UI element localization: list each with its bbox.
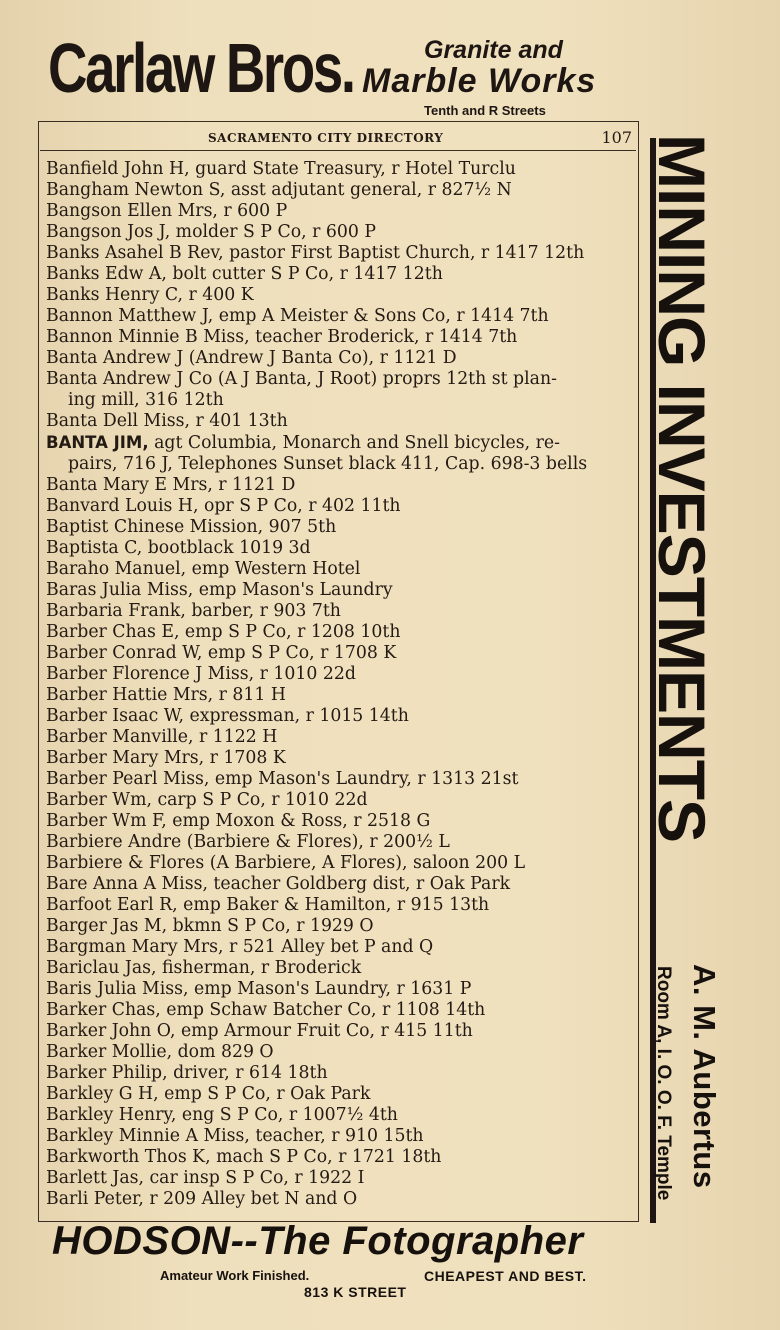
directory-entry: Bangham Newton S, asst adjutant general, r 827½ N [46,180,512,200]
directory-entry: Banta Andrew J (Andrew J Banta Co), r 1121 D [46,348,457,368]
ad-top-tagline-1: Granite and [424,36,563,64]
directory-entry: Barkworth Thos K, mach S P Co, r 1721 18th [46,1147,442,1167]
directory-entry: Bariclau Jas, fisherman, r Broderick [46,958,362,978]
directory-entry: Baras Julia Miss, emp Mason's Laundry [46,580,393,600]
ad-top-company-name: Carlaw Bros. [48,29,354,107]
running-head [40,128,636,150]
directory-entry: Barber Wm F, emp Moxon & Ross, r 2518 G [46,811,431,831]
directory-entry: Barkley Minnie A Miss, teacher, r 910 15th [46,1126,424,1146]
directory-entry: Barkley G H, emp S P Co, r Oak Park [46,1084,371,1104]
directory-entry: Barli Peter, r 209 Alley bet N and O [46,1189,358,1209]
directory-entry: Banks Asahel B Rev, pastor First Baptist Church, r 1417 12th [46,243,585,263]
ad-right-mining-investments: MINING INVESTMENTS [645,134,719,843]
directory-entry: Barker John O, emp Armour Fruit Co, r 415 11th [46,1021,473,1041]
directory-entry: Barber Mary Mrs, r 1708 K [46,748,286,768]
ad-bottom-headline: HODSON--The Fotographer [52,1219,584,1263]
directory-entry: Barber Isaac W, expressman, r 1015 14th [46,706,409,726]
page-number: 107 [601,128,632,147]
directory-entry: Banks Henry C, r 400 K [46,285,254,305]
directory-entry: Bannon Matthew J, emp A Meister & Sons Co, r 1414 7th [46,306,549,326]
directory-entry-continuation: pairs, 716 J, Telephones Sunset black 411, Cap. 698-3 bells [68,454,588,474]
ad-bottom-note: Amateur Work Finished. [160,1268,310,1283]
directory-entry: Banta Andrew J Co (A J Banta, J Root) proprs 12th st plan- [46,369,557,389]
directory-entry: Baris Julia Miss, emp Mason's Laundry, r 1631 P [46,979,472,999]
directory-entry: Barber Hattie Mrs, r 811 H [46,685,286,705]
directory-entry: Barker Chas, emp Schaw Batcher Co, r 1108 14th [46,1000,486,1020]
directory-entry: Barbaria Frank, barber, r 903 7th [46,601,341,621]
directory-entry: Bangson Jos J, molder S P Co, r 600 P [46,222,376,242]
directory-entry: Barger Jas M, bkmn S P Co, r 1929 O [46,916,374,936]
ad-bottom-slogan: CHEAPEST AND BEST. [424,1268,587,1284]
directory-entry: Barber Manville, r 1122 H [46,727,278,747]
directory-entry: Bangson Ellen Mrs, r 600 P [46,201,288,221]
directory-entry: Barker Philip, driver, r 614 18th [46,1063,328,1083]
directory-entries [46,159,638,1210]
directory-entry: Bannon Minnie B Miss, teacher Broderick, r 1414 7th [46,327,518,347]
directory-entry: Barlett Jas, car insp S P Co, r 1922 I [46,1168,365,1188]
directory-entry: Bargman Mary Mrs, r 521 Alley bet P and Q [46,937,434,957]
featured-name: BANTA JIM, [46,433,149,452]
directory-entry: Barbiere & Flores (A Barbiere, A Flores), saloon 200 L [46,853,526,873]
directory-entry: Barber Florence J Miss, r 1010 22d [46,664,356,684]
directory-entry: Bare Anna A Miss, teacher Goldberg dist, r Oak Park [46,874,511,894]
directory-entry: Barbiere Andre (Barbiere & Flores), r 200½ L [46,832,450,852]
ad-top-tagline-2: Marble Works [362,62,597,100]
directory-entry: Barber Chas E, emp S P Co, r 1208 10th [46,622,401,642]
directory-entry: Barber Wm, carp S P Co, r 1010 22d [46,790,368,810]
directory-entry: Banvard Louis H, opr S P Co, r 402 11th [46,496,401,516]
directory-entry: Banta Mary E Mrs, r 1121 D [46,475,296,495]
directory-entry: Baptist Chinese Mission, 907 5th [46,517,337,537]
directory-entry: Banfield John H, guard State Treasury, r Hotel Turclu [46,159,516,179]
ad-bottom-address: 813 K STREET [304,1284,407,1300]
ad-right-agent-name: A. M. Aubertus [687,964,722,1189]
directory-entry-featured: BANTA JIM, agt Columbia, Monarch and Snell bicycles, re- [46,433,560,453]
directory-entry: Barkley Henry, eng S P Co, r 1007½ 4th [46,1105,398,1125]
directory-entry: Barber Pearl Miss, emp Mason's Laundry, r 1313 21st [46,769,519,789]
ad-right-room-address: Room A, I. O. O. F. Temple [653,966,674,1201]
directory-entry: Barker Mollie, dom 829 O [46,1042,274,1062]
ad-top-address: Tenth and R Streets [424,103,546,118]
directory-entry: Barber Conrad W, emp S P Co, r 1708 K [46,643,397,663]
directory-entry-continuation: ing mill, 316 12th [68,390,224,410]
running-title: SACRAMENTO CITY DIRECTORY [208,131,444,145]
header-divider [40,150,636,151]
directory-entry: Banks Edw A, bolt cutter S P Co, r 1417 12th [46,264,443,284]
directory-entry: Baptista C, bootblack 1019 3d [46,538,311,558]
directory-entry: Baraho Manuel, emp Western Hotel [46,559,361,579]
directory-entry: Barfoot Earl R, emp Baker & Hamilton, r 915 13th [46,895,490,915]
directory-entry: Banta Dell Miss, r 401 13th [46,411,288,431]
